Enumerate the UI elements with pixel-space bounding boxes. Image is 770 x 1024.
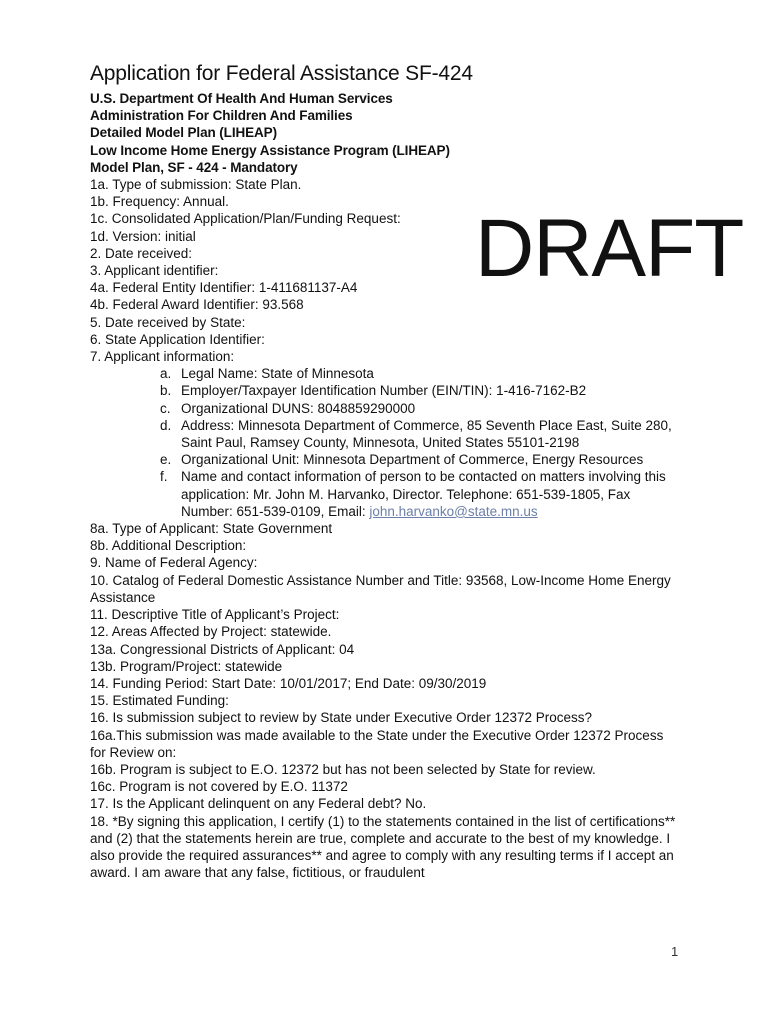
- header-block: [90, 90, 680, 176]
- header-line: Administration For Children And Families: [90, 108, 353, 124]
- form-item: 1a. Type of submission: State Plan.: [90, 177, 302, 193]
- header-line: Low Income Home Energy Assistance Program (LIHEAP): [90, 142, 450, 158]
- applicant-info-item: [160, 417, 680, 451]
- list-marker: b.: [160, 383, 172, 399]
- draft-watermark: DRAFT: [475, 203, 744, 294]
- form-item: 16. Is submission subject to review by State under Executive Order 12372 Process?: [90, 710, 593, 726]
- list-item-text: Address: Minnesota Department of Commerce, 85 Seventh Place East, Suite 280, Saint Paul, Ramsey County, Minnesota, United States 55101-2198: [181, 417, 672, 451]
- form-item: 1c. Consolidated Application/Plan/Funding Request:: [90, 211, 401, 227]
- header-line: Detailed Model Plan (LIHEAP): [90, 125, 277, 141]
- form-item: 17. Is the Applicant delinquent on any Federal debt? No.: [90, 796, 427, 812]
- form-item: 18. *By signing this application, I certify (1) to the statements contained in the list of certifications** and (2) that the statements herein are true, complete and accurate to the best of my knowledge. I also provide the required assurances** and agree to comply with any resulting terms if I accept an award. I am aware that any false, fictitious, or fraudulent: [90, 813, 676, 881]
- list-marker: c.: [160, 400, 171, 416]
- list-marker: f.: [160, 469, 168, 485]
- list-marker: d.: [160, 417, 172, 433]
- list-item-text: Legal Name: State of Minnesota: [181, 366, 374, 382]
- list-item-text: Organizational DUNS: 8048859290000: [181, 400, 416, 416]
- applicant-info-item: [160, 382, 680, 399]
- form-item: 6. State Application Identifier:: [90, 331, 265, 347]
- form-item: 16c. Program is not covered by E.O. 11372: [90, 779, 348, 795]
- form-item: 13b. Program/Project: statewide: [90, 658, 283, 674]
- document-title: Application for Federal Assistance SF-424: [90, 62, 473, 85]
- form-items-before: [90, 176, 680, 365]
- page-number: 1: [671, 944, 679, 959]
- form-item: 2. Date received:: [90, 245, 193, 261]
- form-item: 13a. Congressional Districts of Applicant: 04: [90, 641, 355, 657]
- document-body: [90, 62, 680, 881]
- form-item: 4b. Federal Award Identifier: 93.568: [90, 297, 304, 313]
- form-item: 16b. Program is subject to E.O. 12372 but has not been selected by State for review.: [90, 761, 596, 777]
- list-item-text: [181, 468, 680, 520]
- form-items-after: [90, 520, 680, 881]
- list-item-text: Employer/Taxpayer Identification Number (EIN/TIN): 1-416-7162-B2: [181, 383, 587, 399]
- header-line: Model Plan, SF - 424 - Mandatory: [90, 159, 298, 175]
- form-item: 10. Catalog of Federal Domestic Assistance Number and Title: 93568, Low-Income Home Energy Assistance: [90, 572, 671, 605]
- form-item: 12. Areas Affected by Project: statewide.: [90, 624, 332, 640]
- form-item: 14. Funding Period: Start Date: 10/01/2017; End Date: 09/30/2019: [90, 675, 487, 691]
- form-item: 9. Name of Federal Agency:: [90, 555, 258, 571]
- form-item: 11. Descriptive Title of Applicant’s Project:: [90, 607, 340, 623]
- form-item: 1d. Version: initial: [90, 228, 196, 244]
- list-marker: a.: [160, 366, 172, 382]
- form-item: 8a. Type of Applicant: State Government: [90, 521, 333, 537]
- form-item: 8b. Additional Description:: [90, 538, 247, 554]
- list-item-text: Organizational Unit: Minnesota Department of Commerce, Energy Resources: [181, 452, 644, 468]
- form-item: 7. Applicant information:: [90, 349, 235, 365]
- contact-text: Name and contact information of person to be contacted on matters involving this application: Mr. John M. Harvanko, Director. Telephone: 651-539-1805, Fax Number: 651-539-0109, Email:: [181, 469, 666, 519]
- email-link[interactable]: john.harvanko@state.mn.us: [369, 503, 538, 519]
- applicant-info-item: [160, 468, 680, 520]
- form-item: 16a.This submission was made available to the State under the Executive Order 12372 Process for Review on:: [90, 727, 664, 760]
- form-item: 15. Estimated Funding:: [90, 693, 229, 709]
- applicant-info-item: [160, 400, 680, 417]
- list-marker: e.: [160, 452, 172, 468]
- header-line: U.S. Department Of Health And Human Services: [90, 91, 393, 106]
- applicant-info-item: [160, 451, 680, 468]
- form-item: 1b. Frequency: Annual.: [90, 194, 229, 210]
- form-item: 5. Date received by State:: [90, 314, 246, 330]
- applicant-info-list: [90, 365, 680, 520]
- form-item: 4a. Federal Entity Identifier: 1-411681137-A4: [90, 280, 358, 296]
- applicant-info-item: [160, 365, 680, 382]
- form-item: 3. Applicant identifier:: [90, 263, 219, 279]
